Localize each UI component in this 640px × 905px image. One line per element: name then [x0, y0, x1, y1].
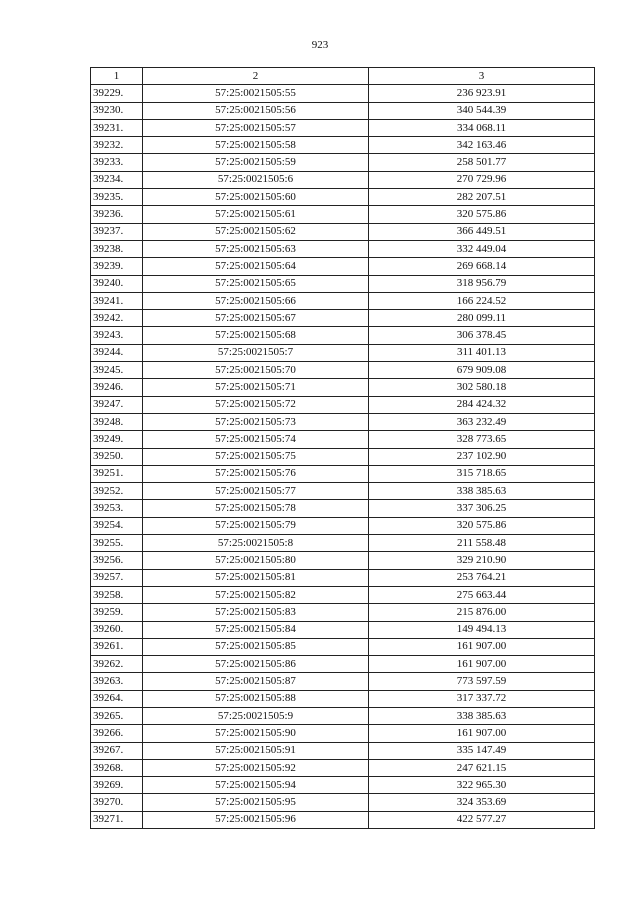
table-row — [91, 604, 595, 621]
cadastral-number: 57:25:0021505:55 — [143, 85, 369, 102]
row-number: 39239. — [91, 258, 143, 275]
table-row — [91, 621, 595, 638]
cadastral-value: 324 353.69 — [369, 794, 595, 811]
table-row — [91, 240, 595, 257]
row-number: 39257. — [91, 569, 143, 586]
cadastral-number: 57:25:0021505:73 — [143, 413, 369, 430]
row-number: 39251. — [91, 465, 143, 482]
table-row — [91, 448, 595, 465]
cadastral-number: 57:25:0021505:9 — [143, 707, 369, 724]
header-row — [91, 68, 595, 85]
cadastral-number: 57:25:0021505:70 — [143, 362, 369, 379]
header-col-3: 3 — [369, 68, 595, 85]
header-col-2: 2 — [143, 68, 369, 85]
row-number: 39246. — [91, 379, 143, 396]
cadastral-value: 335 147.49 — [369, 742, 595, 759]
table-row — [91, 500, 595, 517]
cadastral-value: 366 449.51 — [369, 223, 595, 240]
cadastral-value: 284 424.32 — [369, 396, 595, 413]
cadastral-value: 269 668.14 — [369, 258, 595, 275]
row-number: 39244. — [91, 344, 143, 361]
cadastral-value: 161 907.00 — [369, 656, 595, 673]
cadastral-value: 363 232.49 — [369, 413, 595, 430]
table-row — [91, 379, 595, 396]
row-number: 39231. — [91, 119, 143, 136]
cadastral-number: 57:25:0021505:79 — [143, 517, 369, 534]
row-number: 39240. — [91, 275, 143, 292]
row-number: 39237. — [91, 223, 143, 240]
cadastral-number: 57:25:0021505:72 — [143, 396, 369, 413]
cadastral-number: 57:25:0021505:78 — [143, 500, 369, 517]
cadastral-value: 679 909.08 — [369, 362, 595, 379]
cadastral-number: 57:25:0021505:81 — [143, 569, 369, 586]
cadastral-number: 57:25:0021505:71 — [143, 379, 369, 396]
cadastral-value: 337 306.25 — [369, 500, 595, 517]
cadastral-value: 161 907.00 — [369, 638, 595, 655]
page-number: 923 — [311, 39, 329, 51]
cadastral-number: 57:25:0021505:95 — [143, 794, 369, 811]
table-row — [91, 811, 595, 828]
table-row — [91, 362, 595, 379]
row-number: 39232. — [91, 137, 143, 154]
table-row — [91, 483, 595, 500]
row-number: 39256. — [91, 552, 143, 569]
table-row — [91, 292, 595, 309]
table-row — [91, 223, 595, 240]
table-row — [91, 673, 595, 690]
row-number: 39270. — [91, 794, 143, 811]
cadastral-number: 57:25:0021505:59 — [143, 154, 369, 171]
table-row — [91, 154, 595, 171]
table-row — [91, 327, 595, 344]
row-number: 39252. — [91, 483, 143, 500]
table-row — [91, 707, 595, 724]
cadastral-number: 57:25:0021505:86 — [143, 656, 369, 673]
row-number: 39229. — [91, 85, 143, 102]
table-row — [91, 189, 595, 206]
row-number: 39234. — [91, 171, 143, 188]
cadastral-number: 57:25:0021505:63 — [143, 240, 369, 257]
cadastral-value: 338 385.63 — [369, 707, 595, 724]
row-number: 39241. — [91, 292, 143, 309]
table-row — [91, 85, 595, 102]
table-row — [91, 742, 595, 759]
table-row — [91, 465, 595, 482]
table-row — [91, 310, 595, 327]
row-number: 39235. — [91, 189, 143, 206]
row-number: 39271. — [91, 811, 143, 828]
cadastral-number: 57:25:0021505:57 — [143, 119, 369, 136]
cadastral-value: 328 773.65 — [369, 431, 595, 448]
table-row — [91, 794, 595, 811]
table-row — [91, 258, 595, 275]
row-number: 39262. — [91, 656, 143, 673]
row-number: 39261. — [91, 638, 143, 655]
header-col-1: 1 — [91, 68, 143, 85]
cadastral-number: 57:25:0021505:88 — [143, 690, 369, 707]
table-header — [91, 68, 595, 85]
cadastral-number: 57:25:0021505:94 — [143, 777, 369, 794]
cadastral-value: 270 729.96 — [369, 171, 595, 188]
table-row — [91, 777, 595, 794]
cadastral-number: 57:25:0021505:66 — [143, 292, 369, 309]
cadastral-number: 57:25:0021505:74 — [143, 431, 369, 448]
cadastral-value: 236 923.91 — [369, 85, 595, 102]
cadastral-value: 280 099.11 — [369, 310, 595, 327]
table-row — [91, 552, 595, 569]
table-row — [91, 206, 595, 223]
cadastral-number: 57:25:0021505:87 — [143, 673, 369, 690]
cadastral-value: 149 494.13 — [369, 621, 595, 638]
cadastral-value: 334 068.11 — [369, 119, 595, 136]
table-row — [91, 431, 595, 448]
cadastral-value: 166 224.52 — [369, 292, 595, 309]
row-number: 39265. — [91, 707, 143, 724]
table-row — [91, 725, 595, 742]
cadastral-number: 57:25:0021505:92 — [143, 759, 369, 776]
cadastral-number: 57:25:0021505:6 — [143, 171, 369, 188]
table-row — [91, 535, 595, 552]
cadastral-number: 57:25:0021505:68 — [143, 327, 369, 344]
cadastral-value: 318 956.79 — [369, 275, 595, 292]
table-body — [91, 85, 595, 829]
cadastral-number: 57:25:0021505:91 — [143, 742, 369, 759]
table-row — [91, 344, 595, 361]
table-row — [91, 759, 595, 776]
cadastral-number: 57:25:0021505:80 — [143, 552, 369, 569]
cadastral-number: 57:25:0021505:90 — [143, 725, 369, 742]
row-number: 39263. — [91, 673, 143, 690]
cadastral-value: 161 907.00 — [369, 725, 595, 742]
cadastral-number: 57:25:0021505:56 — [143, 102, 369, 119]
row-number: 39269. — [91, 777, 143, 794]
row-number: 39253. — [91, 500, 143, 517]
cadastral-value: 275 663.44 — [369, 586, 595, 603]
cadastral-value: 311 401.13 — [369, 344, 595, 361]
row-number: 39266. — [91, 725, 143, 742]
row-number: 39260. — [91, 621, 143, 638]
table-row — [91, 638, 595, 655]
row-number: 39236. — [91, 206, 143, 223]
row-number: 39249. — [91, 431, 143, 448]
row-number: 39230. — [91, 102, 143, 119]
table-row — [91, 275, 595, 292]
cadastral-number: 57:25:0021505:85 — [143, 638, 369, 655]
cadastral-value: 773 597.59 — [369, 673, 595, 690]
cadastral-value: 322 965.30 — [369, 777, 595, 794]
cadastral-number: 57:25:0021505:82 — [143, 586, 369, 603]
row-number: 39255. — [91, 535, 143, 552]
table-row — [91, 413, 595, 430]
row-number: 39264. — [91, 690, 143, 707]
cadastral-value: 215 876.00 — [369, 604, 595, 621]
cadastral-value: 338 385.63 — [369, 483, 595, 500]
row-number: 39245. — [91, 362, 143, 379]
cadastral-number: 57:25:0021505:83 — [143, 604, 369, 621]
cadastral-value: 211 558.48 — [369, 535, 595, 552]
cadastral-number: 57:25:0021505:58 — [143, 137, 369, 154]
row-number: 39259. — [91, 604, 143, 621]
cadastral-number: 57:25:0021505:84 — [143, 621, 369, 638]
row-number: 39267. — [91, 742, 143, 759]
cadastral-value: 422 577.27 — [369, 811, 595, 828]
row-number: 39242. — [91, 310, 143, 327]
table-row — [91, 171, 595, 188]
row-number: 39250. — [91, 448, 143, 465]
row-number: 39233. — [91, 154, 143, 171]
cadastral-value: 253 764.21 — [369, 569, 595, 586]
table-row — [91, 396, 595, 413]
cadastral-value: 306 378.45 — [369, 327, 595, 344]
cadastral-value: 342 163.46 — [369, 137, 595, 154]
table-row — [91, 569, 595, 586]
cadastral-value: 320 575.86 — [369, 206, 595, 223]
table-row — [91, 586, 595, 603]
cadastral-number: 57:25:0021505:7 — [143, 344, 369, 361]
cadastral-value: 329 210.90 — [369, 552, 595, 569]
table-row — [91, 690, 595, 707]
cadastral-number: 57:25:0021505:76 — [143, 465, 369, 482]
row-number: 39247. — [91, 396, 143, 413]
row-number: 39243. — [91, 327, 143, 344]
row-number: 39258. — [91, 586, 143, 603]
table-row — [91, 656, 595, 673]
cadastral-number: 57:25:0021505:67 — [143, 310, 369, 327]
cadastral-number: 57:25:0021505:65 — [143, 275, 369, 292]
cadastral-value-table — [90, 67, 595, 829]
cadastral-value: 315 718.65 — [369, 465, 595, 482]
cadastral-value: 320 575.86 — [369, 517, 595, 534]
table-row — [91, 137, 595, 154]
cadastral-number: 57:25:0021505:62 — [143, 223, 369, 240]
table-row — [91, 102, 595, 119]
cadastral-value: 317 337.72 — [369, 690, 595, 707]
cadastral-value: 282 207.51 — [369, 189, 595, 206]
row-number: 39268. — [91, 759, 143, 776]
row-number: 39238. — [91, 240, 143, 257]
cadastral-value: 237 102.90 — [369, 448, 595, 465]
table-row — [91, 119, 595, 136]
row-number: 39254. — [91, 517, 143, 534]
table-row — [91, 517, 595, 534]
cadastral-value: 302 580.18 — [369, 379, 595, 396]
cadastral-value: 247 621.15 — [369, 759, 595, 776]
cadastral-value: 258 501.77 — [369, 154, 595, 171]
cadastral-number: 57:25:0021505:61 — [143, 206, 369, 223]
cadastral-value: 332 449.04 — [369, 240, 595, 257]
cadastral-number: 57:25:0021505:75 — [143, 448, 369, 465]
cadastral-number: 57:25:0021505:96 — [143, 811, 369, 828]
cadastral-number: 57:25:0021505:77 — [143, 483, 369, 500]
cadastral-value: 340 544.39 — [369, 102, 595, 119]
cadastral-number: 57:25:0021505:8 — [143, 535, 369, 552]
cadastral-number: 57:25:0021505:60 — [143, 189, 369, 206]
row-number: 39248. — [91, 413, 143, 430]
cadastral-number: 57:25:0021505:64 — [143, 258, 369, 275]
